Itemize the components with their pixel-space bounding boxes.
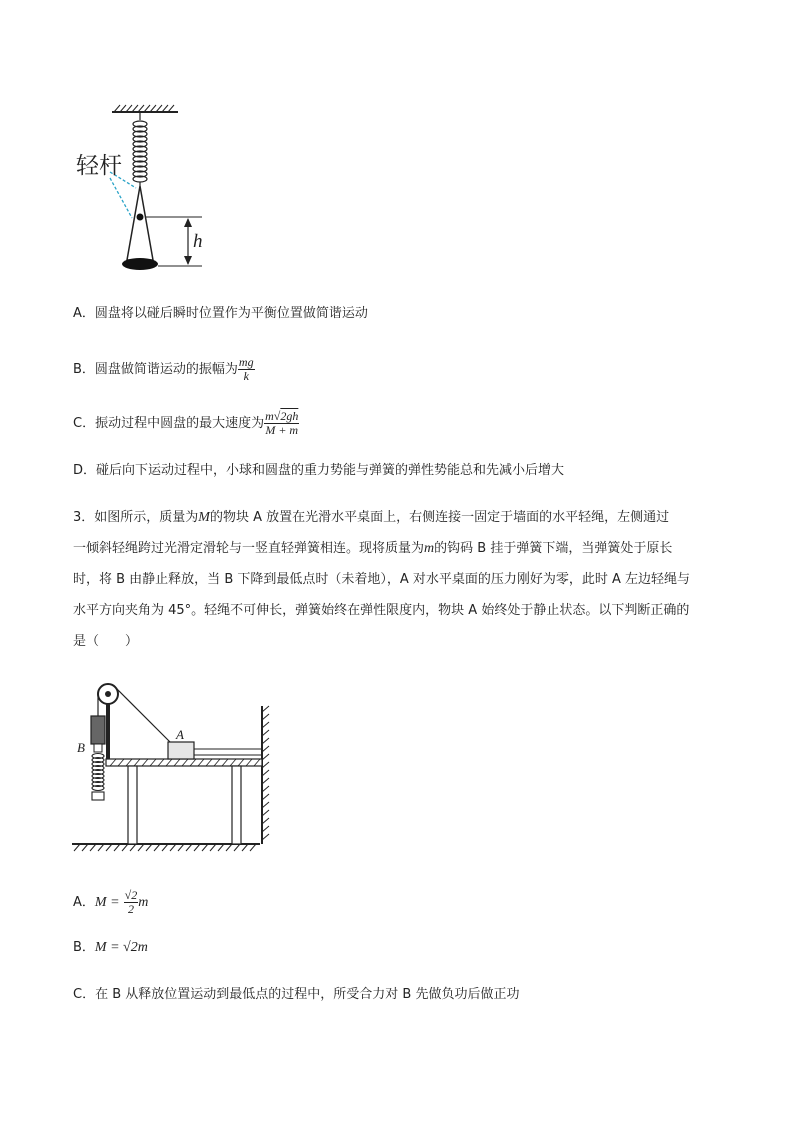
q3-option-a-fraction: $\frac{√2}{2}$ bbox=[124, 888, 138, 916]
fraction-denominator: k bbox=[243, 369, 249, 383]
figure-pulley-table bbox=[70, 676, 275, 856]
q3-line-3: 时，将 B 由静止释放，当 B 下降到最低点时（未着地），A 对水平桌面的压力刚好为零，此时 A 左边轻绳与 bbox=[73, 572, 691, 587]
q2-option-c-fraction: $\frac{m√2gh}{M + m}$ bbox=[265, 409, 299, 437]
fraction-numerator-radicand: 2gh bbox=[280, 409, 299, 423]
q2-option-b-text: B．圆盘做简谐运动的振幅为 bbox=[73, 362, 238, 377]
fraction-numerator: mg bbox=[238, 355, 254, 369]
q3-stem bbox=[73, 502, 723, 657]
q3-line-2: 一倾斜轻绳跨过光滑定滑轮与一竖直轻弹簧相连。现将质量为m的钩码 B 挂于弹簧下端，当弹簧处于原长 bbox=[73, 541, 673, 556]
q2-option-d: D．碰后向下运动过程中，小球和圆盘的重力势能与弹簧的弹性势能总和先减小后增大 bbox=[73, 463, 565, 478]
disc bbox=[122, 258, 158, 270]
q3-option-b: B．M = √2m bbox=[73, 940, 148, 955]
rod-label: 轻杆 bbox=[76, 153, 122, 179]
block-a-label: A bbox=[176, 727, 184, 742]
ball bbox=[137, 214, 144, 221]
block-a bbox=[168, 742, 194, 759]
q2-option-a: A．圆盘将以碰后瞬时位置作为平衡位置做简谐运动 bbox=[73, 306, 368, 321]
q2-option-b-fraction bbox=[238, 356, 255, 383]
fraction-denominator: M + m bbox=[265, 423, 299, 437]
fraction-numerator-m: m bbox=[265, 409, 274, 423]
light-rod bbox=[127, 186, 153, 260]
q3-line-5: 是（ ） bbox=[73, 634, 139, 649]
height-label: h bbox=[193, 231, 203, 252]
q3-line-1: 3．如图所示，质量为M的物块 A 放置在光滑水平桌面上，右侧连接一固定于墙面的水平轻绳，左侧通过 bbox=[73, 510, 670, 525]
q3-line-4: 水平方向夹角为 45°。轻绳不可伸长，弹簧始终在弹性限度内，物块 A 始终处于静止状态。以下判断正确的 bbox=[73, 603, 690, 618]
weight-b bbox=[91, 716, 105, 744]
q3-option-a: A．M = $\frac{√2}{2}$ m bbox=[73, 888, 149, 916]
q2-option-c bbox=[73, 410, 299, 437]
q3-option-c: C．在 B 从释放位置运动到最低点的过程中，所受合力对 B 先做负功后做正功 bbox=[73, 987, 520, 1002]
weight-b-label: B bbox=[77, 740, 85, 755]
figure-spring-rod-disc bbox=[70, 100, 220, 280]
q2-option-c-text: C．振动过程中圆盘的最大速度为 bbox=[73, 416, 265, 431]
q2-option-b bbox=[73, 356, 255, 383]
